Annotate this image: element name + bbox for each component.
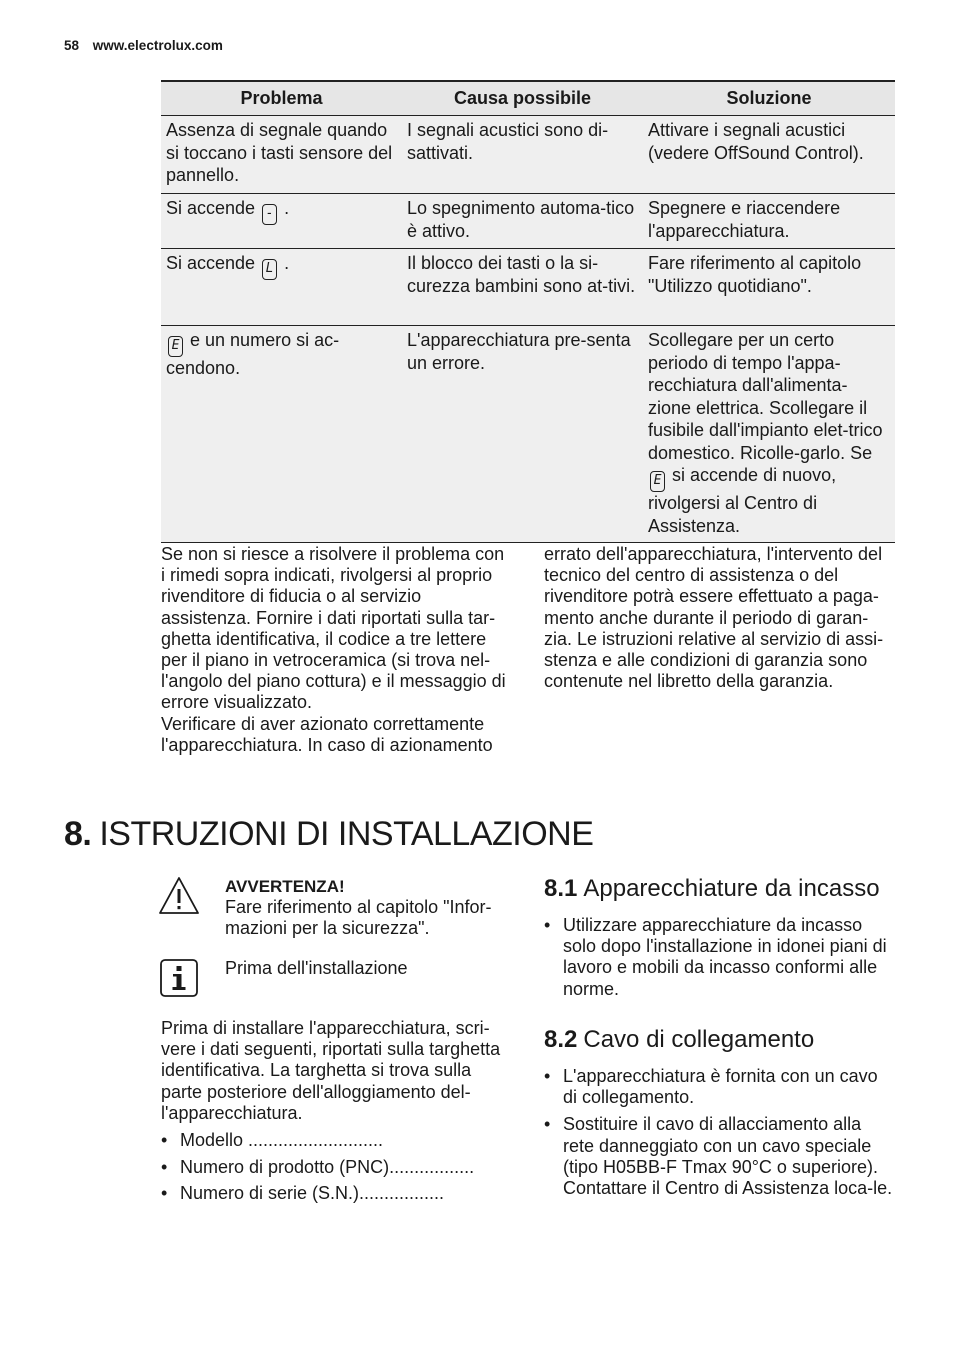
cause-cell: L'apparecchiatura pre-senta un errore.: [402, 326, 643, 543]
page-number: 58: [64, 38, 80, 53]
subsection-number: 8.2: [544, 1026, 578, 1053]
table-row: [161, 326, 895, 543]
solution-cell: [643, 326, 895, 543]
list-item: • Sostituire il cavo di allacciamento alla rete danneggiato con un cavo speciale (tipo H05BB-F Tmax 90°C o superiore). Contattare il Centro di Assistenza loca-le.: [544, 1114, 896, 1199]
cause-cell: Lo spegnimento automa-tico è attivo.: [402, 194, 643, 249]
problem-text-end: .: [284, 253, 290, 273]
problem-cell: [161, 249, 402, 326]
intro-paragraph: Prima di installare l'apparecchiatura, scri-vere i dati seguenti, riportati sulla targhetta identificativa. La targhetta si trova sulla parte posteriore dell'alloggiamento del-l'apparecchiatura.: [161, 1018, 501, 1123]
subsection-heading: [544, 1026, 814, 1054]
warning-icon: [158, 876, 200, 916]
problem-text: e un numero si ac-cendono.: [166, 330, 340, 378]
section-title: ISTRUZIONI DI INSTALLAZIONE: [99, 815, 594, 853]
error-display-icon: E: [168, 336, 183, 357]
lock-display-icon: L: [262, 259, 277, 280]
page-header: [64, 38, 223, 53]
support-text-left: [161, 544, 513, 756]
warning-text: Fare riferimento al capitolo "Infor-mazioni per la sicurezza".: [225, 897, 492, 939]
subsection-title: Cavo di collegamento: [583, 1026, 815, 1053]
solution-text: Scollegare per un certo periodo di tempo l'appa-recchiatura dall'alimenta-zione elettrica. Scollegare il fusibile dall'impianto elet-trico domestico. Ricolle-garlo. Se: [648, 330, 883, 463]
builtin-list: [544, 915, 896, 1000]
subsection-title: Apparecchiature da incasso: [583, 875, 880, 902]
problem-text-end: .: [284, 198, 290, 218]
site-url: www.electrolux.com: [92, 38, 223, 53]
solution-text-end: si accende di nuovo, rivolgersi al Centro di Assistenza.: [648, 465, 837, 536]
list-item: • L'apparecchiatura è fornita con un cavo di collegamento.: [544, 1066, 896, 1108]
section-number: 8.: [64, 815, 92, 853]
column-header-solution: Soluzione: [643, 81, 895, 116]
problem-cell: [161, 326, 402, 543]
troubleshooting-table: [161, 80, 895, 543]
table-row: [161, 116, 895, 194]
list-item: • Numero di prodotto (PNC).................: [161, 1157, 516, 1178]
column-header-problem: Problema: [161, 81, 402, 116]
table-row: [161, 249, 895, 326]
problem-cell: Assenza di segnale quando si toccano i tasti sensore del pannello.: [161, 116, 402, 194]
minus-display-icon: -: [262, 204, 277, 225]
error-display-icon: E: [650, 471, 665, 492]
info-note: Prima dell'installazione: [225, 958, 408, 978]
solution-cell: Spegnere e riaccendere l'apparecchiatura.: [643, 194, 895, 249]
section-heading: [64, 815, 593, 854]
data-list: [161, 1130, 516, 1210]
warning-title: AVVERTENZA!: [225, 877, 345, 896]
cause-cell: I segnali acustici sono di-sattivati.: [402, 116, 643, 194]
column-header-cause: Causa possibile: [402, 81, 643, 116]
problem-cell: [161, 194, 402, 249]
list-item: • Numero di serie (S.N.).................: [161, 1183, 516, 1204]
support-text-right: errato dell'apparecchiatura, l'intervento del tecnico del centro di assistenza o del rivenditore potrà essere effettuato a paga-mento anche durante il periodo di garan-zia. Le istruzioni relative al servizio di assi-stenza e alle condizioni di garanzia sono contenute nel libretto della garanzia.: [544, 544, 884, 692]
support-paragraph: Se non si riesce a risolvere il problema con i rimedi sopra indicati, rivolgersi al proprio rivenditore di fiducia o al servizio assistenza. Fornire i dati riportati sulla tar-ghetta identificativa, il codice a tre lettere per il piano in vetroceramica (si trova nel-l'angolo del piano cottura) e il messaggio di errore visualizzato.: [161, 544, 506, 713]
problem-text: Si accende: [166, 198, 256, 218]
cable-list: [544, 1066, 896, 1205]
solution-cell: Fare riferimento al capitolo "Utilizzo quotidiano".: [643, 249, 895, 326]
support-paragraph: Verificare di aver azionato correttamente l'apparecchiatura. In caso di azionamento: [161, 713, 493, 755]
list-item: • Utilizzare apparecchiature da incasso solo dopo l'installazione in idonei piani di lavoro e mobili da incasso conformi alle norme.: [544, 915, 896, 1000]
table-header-row: [161, 81, 895, 116]
warning-box: [225, 876, 515, 940]
table-row: [161, 194, 895, 249]
subsection-number: 8.1: [544, 875, 578, 902]
list-item: • Modello ...........................: [161, 1130, 516, 1151]
cause-cell: Il blocco dei tasti o la si-curezza bambini sono at-tivi.: [402, 249, 643, 326]
problem-text: Si accende: [166, 253, 256, 273]
solution-cell: Attivare i segnali acustici (vedere OffSound Control).: [643, 116, 895, 194]
subsection-heading: [544, 875, 880, 903]
info-icon: [160, 959, 198, 997]
